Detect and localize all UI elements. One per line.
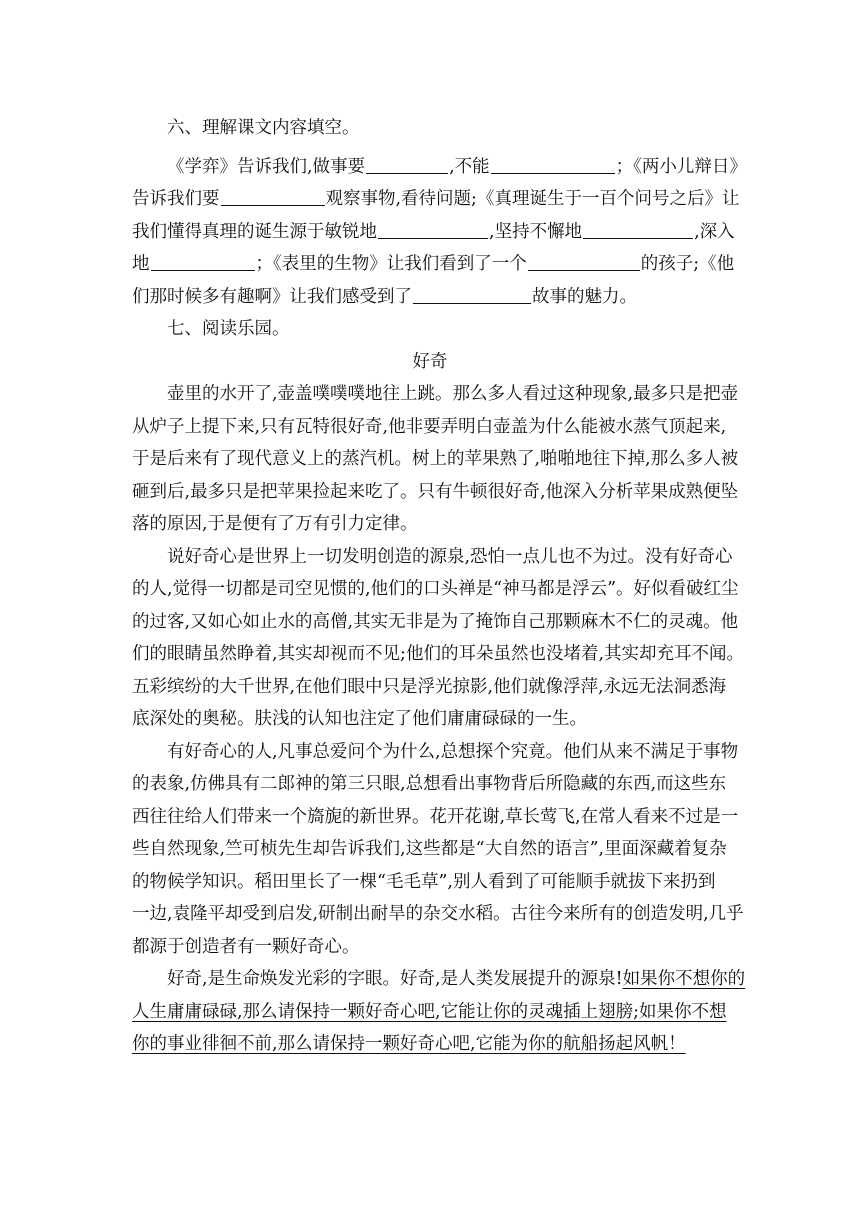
text-line: 西往往给人们带来一个旖旎的新世界。花开花谢,草长莺飞,在常人看来不过是一 xyxy=(132,806,739,827)
paragraph-1 xyxy=(132,378,739,541)
fill-text: 地 xyxy=(132,254,150,274)
text-line: 于是后来有了现代意义上的蒸汽机。树上的苹果熟了,啪啪地往下掉,那么多人被 xyxy=(132,449,739,469)
text-line: 砸到后,最多只是把苹果捡起来吃了。只有牛顿很好奇,他深入分析苹果成熟便坠 xyxy=(132,481,739,502)
text-line: 从炉子上提下来,只有瓦特很好奇,他非要弄明白壶盖为什么能被水蒸气顶起来, xyxy=(132,416,727,437)
text-line: 五彩缤纷的大千世界,在他们眼中只是浮光掠影,他们就像浮萍,永远无法洞悉海 xyxy=(132,676,727,697)
answer-blank-5[interactable] xyxy=(583,218,693,239)
paragraph-4 xyxy=(132,963,746,1061)
answer-blank-1[interactable] xyxy=(366,153,448,174)
text-line xyxy=(132,996,728,1029)
underlined-sentence: 你的事业徘徊不前,那么请保持一颗好奇心吧,它能为你的航船扬起风帆！ xyxy=(132,1034,686,1054)
fill-text: ,不能 xyxy=(449,156,490,177)
text-line: 都源于创造者有一颗好奇心。 xyxy=(132,936,360,957)
fill-text: 故事的魅力。 xyxy=(532,286,637,307)
fill-text: 告诉我们要 xyxy=(132,189,220,209)
text-line: 底深处的奥秘。肤浅的认知也注定了他们庸庸碌碌的一生。 xyxy=(132,709,587,729)
plain-text: 好奇,是生命焕发光彩的字眼。好奇,是人类发展提升的源泉! xyxy=(167,969,623,989)
fill-text: ；《两小儿辩日》 xyxy=(615,156,747,177)
fill-text: ,坚持不懈地 xyxy=(489,221,583,242)
fill-text: ；《表里的生物》让我们看到了一个 xyxy=(255,254,527,274)
answer-blank-2[interactable] xyxy=(491,153,615,174)
text-line xyxy=(132,1028,728,1061)
paragraph-3 xyxy=(132,736,744,964)
answer-blank-8[interactable] xyxy=(413,283,531,304)
fill-line-4 xyxy=(132,248,735,281)
answer-blank-7[interactable] xyxy=(528,250,640,271)
section-7-heading: 七、阅读乐园。 xyxy=(167,319,290,339)
text-line: 说好奇心是世界上一切发明创造的源泉,恐怕一点儿也不为过。没有好奇心 xyxy=(167,546,733,567)
fill-text: ,深入 xyxy=(694,221,735,242)
fill-text: 我们懂得真理的诞生源于敏锐地 xyxy=(132,221,377,242)
text-line: 的人,觉得一切都是司空见惯的,他们的口头禅是“神马都是浮云”。好似看破红尘 xyxy=(132,579,739,599)
text-line xyxy=(132,963,746,996)
fill-line-3 xyxy=(132,216,735,249)
fill-text: 们那时候多有趣啊》让我们感受到了 xyxy=(132,286,412,307)
fill-text: 《学弈》告诉我们,做事要 xyxy=(167,156,366,177)
underlined-sentence: 人生庸庸碌碌,那么请保持一颗好奇心吧,它能让你的灵魂插上翅膀;如果你不想 xyxy=(132,1001,727,1022)
fill-line-5 xyxy=(132,281,728,314)
text-line: 壶里的水开了,壶盖噗噗噗地往上跳。那么多人看过这种现象,最多只是把壶 xyxy=(167,384,739,404)
answer-blank-3[interactable] xyxy=(221,185,325,206)
answer-blank-6[interactable] xyxy=(151,250,255,271)
text-line: 一边,袁隆平却受到启发,研制出耐旱的杂交水稻。古往今来所有的创造发明,几乎 xyxy=(132,904,744,924)
fill-text: 的孩子;《他 xyxy=(640,254,735,274)
text-line: 的过客,又如心如止水的高僧,其实无非是为了掩饰自己那颗麻木不仁的灵魂。他 xyxy=(132,611,739,632)
text-line: 的表象,仿佛具有二郎神的第三只眼,总想看出事物背后所隐藏的东西,而这些东 xyxy=(132,774,727,794)
text-line: 落的原因,于是便有了万有引力定律。 xyxy=(132,514,418,534)
text-line: 有好奇心的人,凡事总爱问个为什么,总想探个究竟。他们从来不满足于事物 xyxy=(167,741,739,762)
passage-title: 好奇 xyxy=(412,351,448,372)
text-line: 们的眼睛虽然睁着,其实却视而不见;他们的耳朵虽然也没堵着,其实却充耳不闻。 xyxy=(132,644,745,664)
paragraph-2 xyxy=(132,541,745,736)
section-6-heading: 六、理解课文内容填空。 xyxy=(167,118,360,138)
fill-text: 观察事物,看待问题;《真理诞生于一百个问号之后》让 xyxy=(325,189,740,209)
text-line: 些自然现象,竺可桢先生却告诉我们,这些都是“大自然的语言”,里面深藏着复杂 xyxy=(132,839,727,859)
fill-line-1 xyxy=(132,151,747,184)
answer-blank-4[interactable] xyxy=(378,218,488,239)
fill-line-2 xyxy=(132,183,740,216)
text-line: 的物候学知识。稻田里长了一棵“毛毛草”,别人看到了可能顺手就拔下来扔到 xyxy=(132,871,716,892)
underlined-sentence: 如果你不想你的 xyxy=(622,969,746,989)
